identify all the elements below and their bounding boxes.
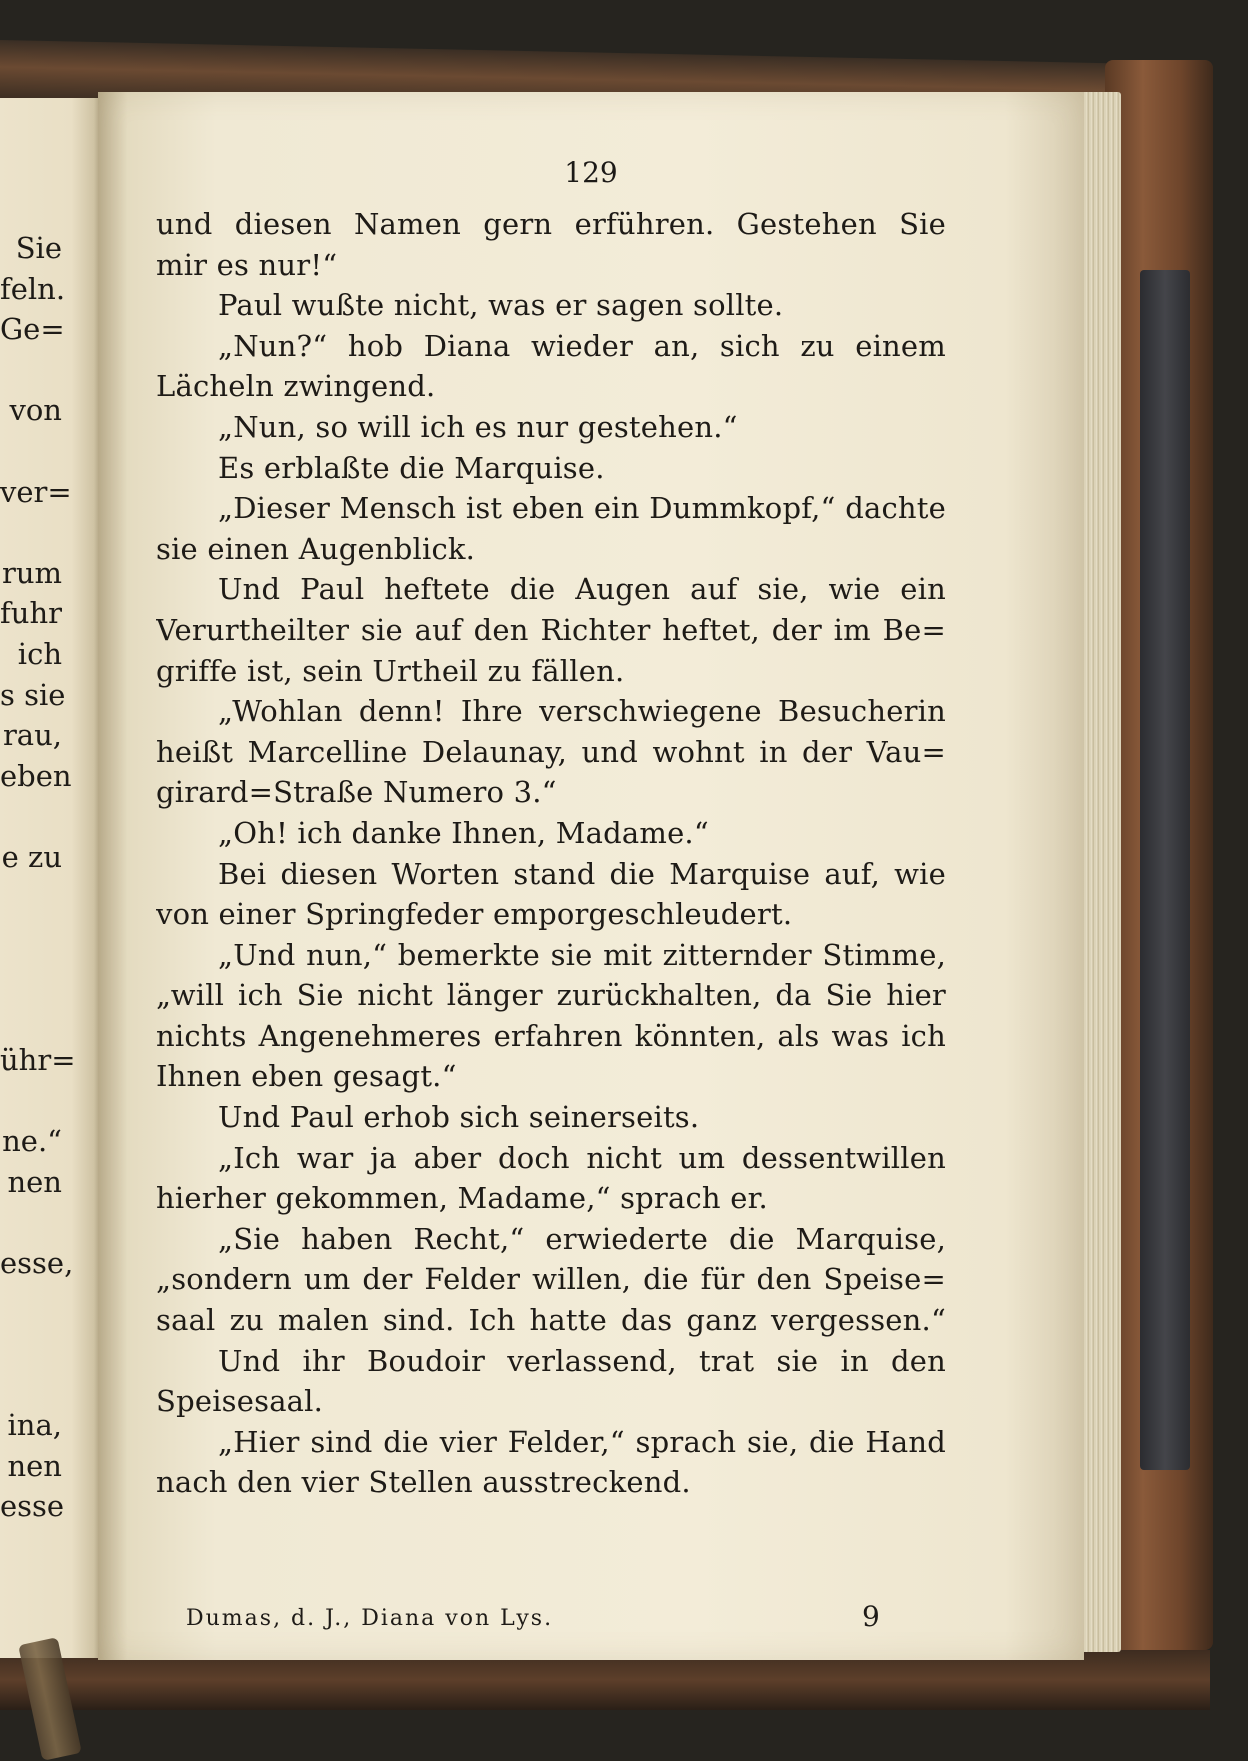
left-text-fragment: ver= — [0, 474, 72, 509]
left-text-fragment — [0, 350, 98, 391]
text-line: „Nun, so will ich es nur gestehen.“ — [218, 409, 738, 444]
left-text-fragment: Sie — [15, 231, 62, 265]
text-line: hierher gekommen, Madame,“ sprach er. — [156, 1181, 768, 1216]
page-number: 129 — [564, 156, 618, 189]
text-line: „Dieser Mensch ist eben ein Dummkopf,“ dachte — [218, 491, 946, 526]
left-text-fragment: fuhr — [0, 596, 62, 631]
text-line: „Nun?“ hob Diana wieder an, sich zu einem — [218, 328, 946, 363]
left-page — [0, 98, 102, 1658]
left-text-fragment — [0, 1324, 98, 1365]
left-text-fragment: ich — [17, 636, 62, 671]
left-text-fragment: ühr= — [0, 1042, 76, 1077]
left-text-fragment — [0, 512, 98, 553]
left-text-fragment — [0, 796, 98, 837]
text-line: heißt Marcelline Delaunay, und wohnt in der Vau= — [156, 734, 946, 769]
text-line: nichts Angenehmeres erfahren könnten, als was ich — [156, 1018, 946, 1053]
left-page-text — [0, 228, 98, 1527]
printer-signature: Dumas, d. J., Diana von Lys. — [186, 1606, 554, 1631]
text-line: und diesen Namen gern erführen. Gestehen Sie — [156, 207, 946, 241]
text-line: nach den vier Stellen ausstreckend. — [156, 1465, 691, 1500]
left-text-fragment: ne.“ — [2, 1124, 62, 1159]
text-line: Und Paul heftete die Augen auf sie, wie ein — [218, 572, 946, 607]
left-text-fragment — [0, 959, 98, 1000]
left-text-fragment: ina, — [7, 1408, 62, 1443]
left-text-fragment: rau, — [2, 718, 62, 753]
text-line: Und Paul erhob sich seinerseits. — [218, 1100, 700, 1135]
left-text-fragment — [0, 878, 98, 919]
text-line: Verurtheilter sie auf den Richter heftet, der im Be= — [156, 612, 946, 647]
text-line: Speisesaal. — [156, 1384, 324, 1419]
text-line: „Sie haben Recht,“ erwiederte die Marquise, — [218, 1221, 946, 1256]
text-line: Es erblaßte die Marquise. — [218, 450, 605, 485]
left-text-fragment — [0, 999, 98, 1040]
page-text — [156, 204, 946, 1503]
text-line: „Oh! ich danke Ihnen, Madame.“ — [218, 815, 709, 850]
right-page — [98, 92, 1084, 1660]
left-text-fragment: e zu — [1, 839, 62, 874]
text-line: mir es nur!“ — [156, 247, 338, 282]
text-line: Paul wußte nicht, was er sagen sollte. — [218, 288, 784, 323]
left-text-fragment — [0, 1283, 98, 1324]
text-line: „Hier sind die vier Felder,“ sprach sie, die Hand — [218, 1424, 946, 1459]
left-text-fragment: eben — [0, 758, 72, 793]
left-text-fragment — [0, 1202, 98, 1243]
book-cover-cloth — [1140, 270, 1190, 1470]
left-text-fragment: feln. — [0, 271, 66, 306]
left-text-fragment — [0, 1080, 98, 1121]
text-line: Ihnen eben gesagt.“ — [156, 1059, 457, 1094]
text-line: Und ihr Boudoir verlassend, trat sie in den — [218, 1343, 946, 1378]
left-text-fragment: esse — [0, 1489, 65, 1524]
text-line: sie einen Augenblick. — [156, 531, 476, 566]
text-line: Lächeln zwingend. — [156, 369, 436, 404]
text-line: „Ich war ja aber doch nicht um dessentwillen — [218, 1140, 946, 1175]
text-line: „Wohlan denn! Ihre verschwiegene Besucherin — [218, 694, 946, 729]
left-text-fragment — [0, 918, 98, 959]
left-text-fragment: nen — [7, 1164, 62, 1199]
text-line: „will ich Sie nicht länger zurückhalten, da Sie hier — [156, 978, 946, 1013]
text-line: „Und nun,“ bemerkte sie mit zitternder Stimme, — [218, 937, 946, 972]
text-line: griffe ist, sein Urtheil zu fällen. — [156, 653, 625, 688]
left-text-fragment: esse, — [0, 1245, 74, 1280]
left-text-fragment: rum — [1, 555, 62, 590]
text-line: saal zu malen sind. Ich hatte das ganz vergessen.“ — [156, 1303, 946, 1338]
left-text-fragment: s sie — [0, 677, 66, 712]
text-line: von einer Springfeder emporgeschleudert. — [156, 897, 793, 932]
left-text-fragment — [0, 1365, 98, 1406]
text-line: girard=Straße Numero 3.“ — [156, 775, 557, 810]
sheet-number: 9 — [862, 1600, 880, 1633]
text-line: Bei diesen Worten stand die Marquise auf, wie — [218, 856, 946, 891]
left-text-fragment — [0, 431, 98, 472]
left-text-fragment: Ge= — [0, 312, 65, 347]
text-line: „sondern um der Felder willen, die für den Speise= — [156, 1262, 946, 1297]
left-text-fragment: nen — [7, 1448, 62, 1483]
left-text-fragment: von — [9, 393, 62, 428]
